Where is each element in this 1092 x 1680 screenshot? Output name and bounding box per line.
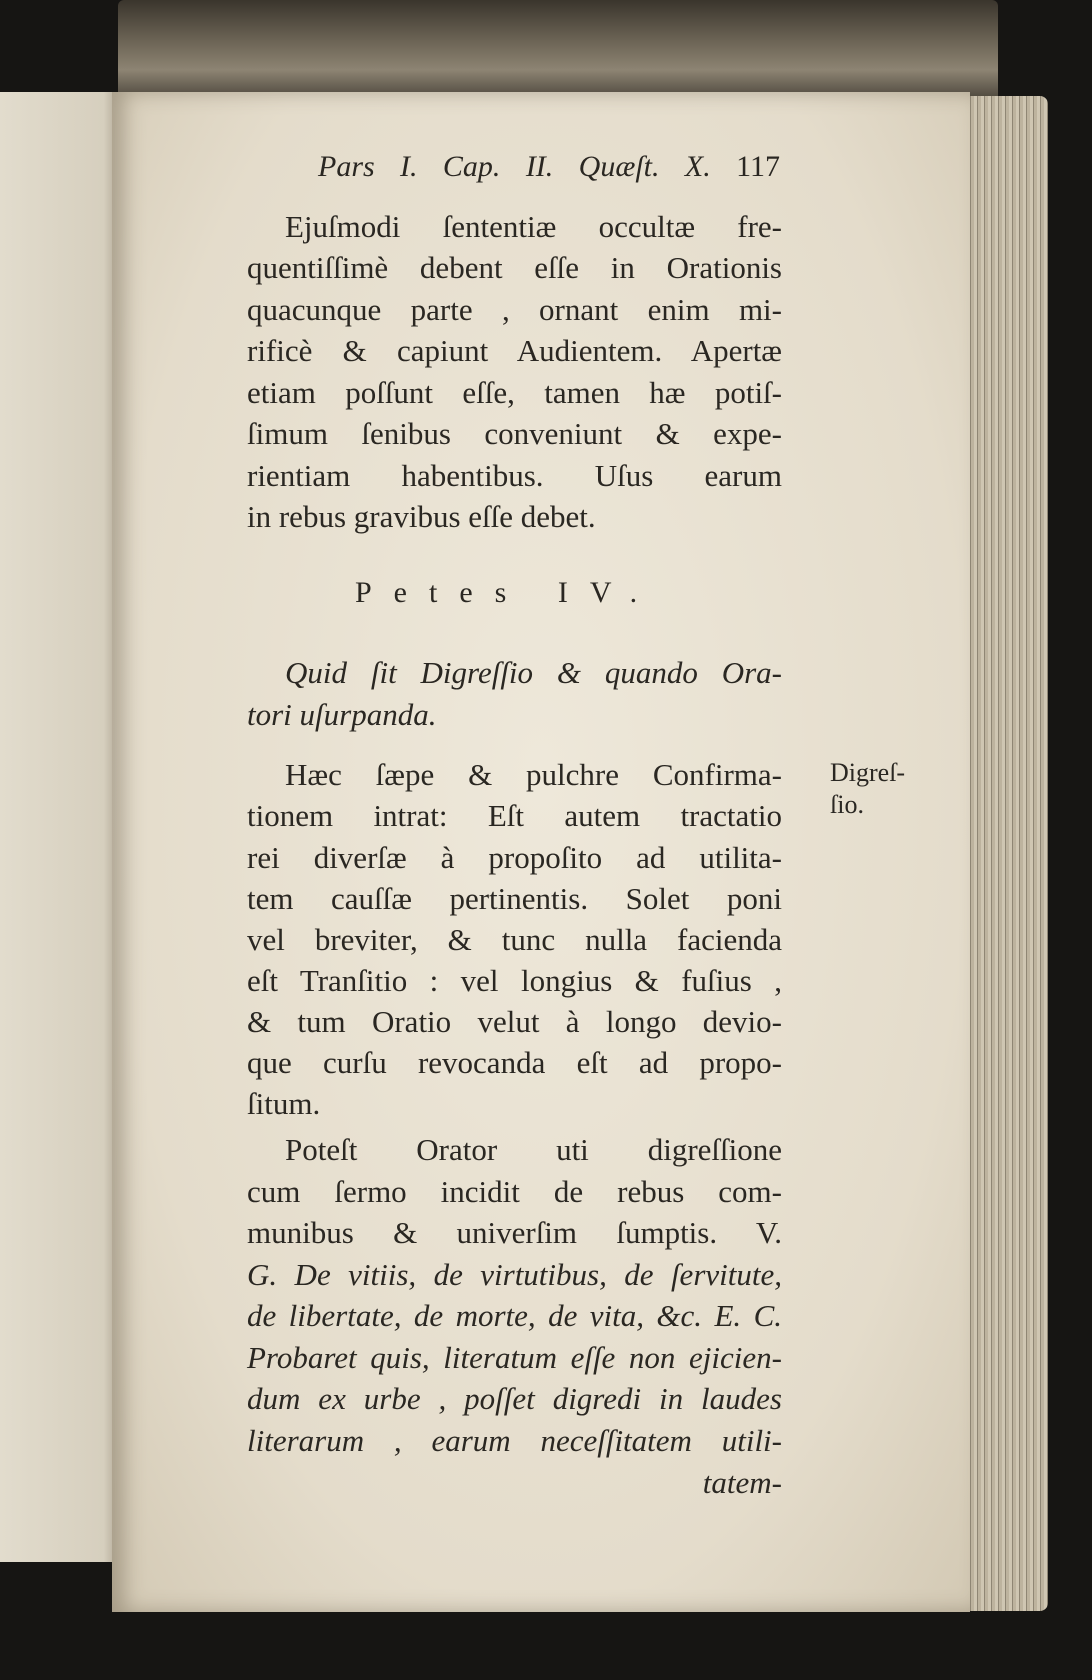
book-page-block-top: [118, 0, 998, 100]
text-line: ſimum ſenibus conveniunt & expe-: [247, 416, 782, 451]
text-line: G. De vitiis, de virtutibus, de ſervitute,: [247, 1257, 782, 1292]
question-line: Quid ſit Digreſſio & quando Ora-: [285, 655, 782, 690]
text-line: Hæc ſæpe & pulchre Confirma-: [285, 757, 782, 792]
text-line: dum ex urbe , poſſet digredi in laudes: [247, 1381, 782, 1416]
running-title: Pars I. Cap. II. Quæſt. X.: [318, 150, 711, 183]
running-header: [318, 150, 780, 184]
left-page: [0, 92, 122, 1562]
text-line: Probaret quis, literatum eſſe non ejicien-: [247, 1340, 782, 1375]
text-line: vel breviter, & tunc nulla facienda: [247, 922, 782, 957]
text-line: cum ſermo incidit de rebus com-: [247, 1174, 782, 1209]
text-line: rientiam habentibus. Uſus earum: [247, 458, 782, 493]
text-line: tionem intrat: Eſt autem tractatio: [247, 798, 782, 833]
text-line: & tum Oratio velut à longo devio-: [247, 1004, 782, 1039]
text-line: tem cauſſæ pertinentis. Solet poni: [247, 881, 782, 916]
margin-note: ſio.: [830, 790, 864, 819]
question-line: tori uſurpanda.: [247, 697, 437, 732]
text-line: rificè & capiunt Audientem. Apertæ: [247, 333, 782, 368]
text-line: rei diverſæ à propoſito ad utilita-: [247, 840, 782, 875]
page-number: 117: [736, 150, 781, 183]
page-edges: [960, 96, 1048, 1611]
text-line: de libertate, de morte, de vita, &c. E. C.: [247, 1298, 782, 1333]
text-line: que curſu revocanda eſt ad propo-: [247, 1045, 782, 1080]
text-line: quentiſſimè debent eſſe in Orationis: [247, 250, 782, 285]
text-line: ſitum.: [247, 1086, 321, 1121]
text-line: etiam poſſunt eſſe, tamen hæ potiſ-: [247, 375, 782, 410]
text-line: quacunque parte , ornant enim mi-: [247, 292, 782, 327]
text-line: Poteſt Orator uti digreſſione: [285, 1132, 782, 1167]
catchword: tatem-: [702, 1465, 782, 1500]
text-line: munibus & univerſim ſumptis. V.: [247, 1215, 782, 1250]
text-line: in rebus gravibus eſſe debet.: [247, 499, 596, 534]
text-line: literarum , earum neceſſitatem utili-: [247, 1423, 782, 1458]
section-heading: Petes IV.: [355, 576, 660, 609]
margin-note: Digreſ-: [830, 758, 906, 787]
text-line: Ejuſmodi ſententiæ occultæ fre-: [285, 209, 782, 244]
text-line: eſt Tranſitio : vel longius & fuſius ,: [247, 963, 782, 998]
